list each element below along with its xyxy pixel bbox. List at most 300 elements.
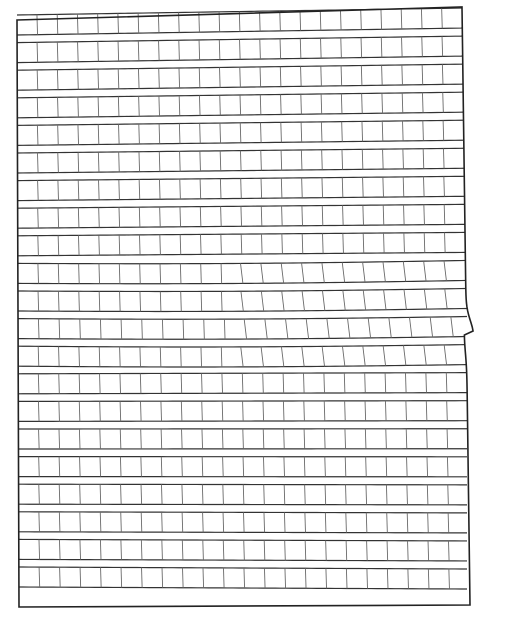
cell-divider — [140, 373, 141, 393]
cell-divider — [443, 148, 444, 168]
cell-divider — [99, 208, 100, 228]
cell-divider — [385, 401, 386, 421]
cell-divider — [325, 485, 326, 505]
cell-divider — [261, 150, 262, 170]
cell-divider — [382, 65, 383, 85]
cell-divider — [240, 123, 241, 143]
cell-divider — [38, 236, 39, 256]
cell-divider — [427, 429, 428, 449]
cell-divider — [59, 346, 60, 366]
cell-divider — [426, 401, 427, 421]
cell-divider — [121, 540, 122, 560]
cell-divider — [181, 347, 182, 367]
cell-divider — [100, 457, 101, 477]
cell-divider — [161, 429, 162, 449]
cell-divider — [362, 121, 363, 141]
cell-divider — [140, 347, 141, 367]
cell-divider — [366, 513, 367, 533]
cell-divider — [261, 206, 262, 226]
cell-divider — [159, 68, 160, 88]
cell-divider — [160, 347, 161, 367]
cell-divider — [422, 65, 423, 85]
cell-divider — [121, 512, 122, 532]
cell-divider — [345, 457, 346, 477]
cell-divider — [180, 264, 181, 284]
cell-divider — [365, 429, 366, 449]
cell-divider — [422, 93, 423, 113]
cell-divider — [222, 401, 223, 421]
cell-divider — [260, 39, 261, 59]
cell-divider — [80, 484, 81, 504]
cell-divider — [325, 513, 326, 533]
cell-divider — [221, 234, 222, 254]
cell-divider — [239, 12, 240, 32]
cell-divider — [321, 38, 322, 58]
row-bottom-line — [19, 504, 467, 505]
cell-divider — [383, 177, 384, 197]
cell-divider — [223, 457, 224, 477]
cell-divider — [57, 42, 58, 62]
cell-divider — [99, 235, 100, 255]
cell-divider — [159, 41, 160, 61]
cell-divider — [37, 42, 38, 62]
cell-divider — [449, 569, 450, 589]
cell-divider — [199, 40, 200, 60]
cell-divider — [141, 457, 142, 477]
cell-divider — [387, 541, 388, 561]
row-top-line — [19, 484, 467, 485]
cell-divider — [100, 319, 101, 339]
cell-divider — [383, 205, 384, 225]
cell-divider — [387, 513, 388, 533]
cell-divider — [220, 151, 221, 171]
cell-divider — [344, 373, 345, 393]
cell-divider — [285, 568, 286, 588]
cell-divider — [341, 94, 342, 114]
cell-divider — [139, 235, 140, 255]
cell-divider — [403, 149, 404, 169]
cell-divider — [199, 96, 200, 116]
cell-divider — [221, 347, 222, 367]
cell-divider — [121, 319, 122, 339]
cell-divider — [223, 568, 224, 588]
cell-divider — [202, 457, 203, 477]
cell-divider — [38, 401, 39, 421]
cell-divider — [200, 151, 201, 171]
cell-divider — [264, 485, 265, 505]
cell-divider — [263, 401, 264, 421]
cell-divider — [384, 233, 385, 253]
cell-divider — [224, 319, 225, 339]
cell-divider — [160, 207, 161, 227]
cell-divider — [363, 205, 364, 225]
cell-divider — [305, 568, 306, 588]
cell-divider — [179, 124, 180, 144]
cell-divider — [341, 38, 342, 58]
cell-divider — [302, 178, 303, 198]
cell-divider — [59, 429, 60, 449]
cell-divider — [405, 373, 406, 393]
cell-divider — [304, 429, 305, 449]
cell-divider — [241, 178, 242, 198]
cell-divider — [241, 206, 242, 226]
cell-divider — [243, 457, 244, 477]
cell-divider — [179, 96, 180, 116]
cell-divider — [367, 541, 368, 561]
cell-divider — [243, 401, 244, 421]
cell-divider — [240, 39, 241, 59]
cell-divider — [120, 291, 121, 311]
cell-divider — [119, 124, 120, 144]
cell-divider — [300, 11, 301, 31]
cell-divider — [80, 567, 81, 587]
cell-divider — [404, 233, 405, 253]
cell-divider — [305, 540, 306, 560]
cell-divider — [304, 373, 305, 393]
cell-divider — [121, 567, 122, 587]
cell-divider — [78, 235, 79, 255]
cell-divider — [321, 66, 322, 86]
cell-divider — [346, 513, 347, 533]
cell-divider — [302, 206, 303, 226]
cell-divider — [180, 179, 181, 199]
cell-divider — [57, 70, 58, 90]
cell-divider — [39, 539, 40, 559]
cell-divider — [386, 457, 387, 477]
cell-divider — [58, 153, 59, 173]
cell-divider — [220, 95, 221, 115]
cell-divider — [161, 373, 162, 393]
cell-divider — [78, 208, 79, 228]
cell-divider — [442, 36, 443, 56]
cell-divider — [401, 9, 402, 29]
cell-divider — [101, 567, 102, 587]
cell-divider — [324, 401, 325, 421]
cell-divider — [38, 346, 39, 366]
cell-divider — [240, 67, 241, 87]
cell-divider — [444, 177, 445, 197]
cell-divider — [281, 122, 282, 142]
cell-divider — [342, 150, 343, 170]
cell-divider — [447, 457, 448, 477]
cell-divider — [281, 178, 282, 198]
cell-divider — [37, 153, 38, 173]
cell-divider — [343, 205, 344, 225]
cell-divider — [99, 291, 100, 311]
cell-divider — [59, 319, 60, 339]
cell-divider — [220, 123, 221, 143]
cell-divider — [204, 319, 205, 339]
cell-divider — [140, 264, 141, 284]
cell-divider — [141, 540, 142, 560]
cell-divider — [342, 122, 343, 142]
cell-divider — [300, 38, 301, 58]
cell-divider — [385, 373, 386, 393]
cell-divider — [381, 9, 382, 29]
cell-divider — [162, 512, 163, 532]
cell-divider — [365, 373, 366, 393]
cell-divider — [141, 512, 142, 532]
cell-divider — [79, 264, 80, 284]
cell-divider — [326, 568, 327, 588]
cell-divider — [427, 457, 428, 477]
cell-divider — [244, 540, 245, 560]
cell-divider — [367, 569, 368, 589]
cell-divider — [363, 233, 364, 253]
cell-divider — [402, 37, 403, 57]
cell-divider — [161, 484, 162, 504]
cell-divider — [120, 457, 121, 477]
cell-divider — [78, 180, 79, 200]
cell-divider — [38, 319, 39, 339]
cell-divider — [58, 125, 59, 145]
cell-divider — [343, 233, 344, 253]
cell-divider — [58, 208, 59, 228]
cell-divider — [203, 568, 204, 588]
cell-divider — [284, 485, 285, 505]
cell-divider — [408, 541, 409, 561]
cell-divider — [362, 93, 363, 113]
cell-divider — [447, 401, 448, 421]
cell-divider — [181, 401, 182, 421]
cell-divider — [159, 151, 160, 171]
cell-divider — [301, 150, 302, 170]
cell-divider — [280, 67, 281, 87]
cell-divider — [322, 178, 323, 198]
cell-divider — [38, 263, 39, 283]
cell-divider — [202, 401, 203, 421]
cell-divider — [161, 457, 162, 477]
cell-divider — [223, 512, 224, 532]
cell-divider — [119, 235, 120, 255]
cell-divider — [243, 429, 244, 449]
cell-divider — [182, 457, 183, 477]
cell-divider — [100, 540, 101, 560]
cell-divider — [423, 149, 424, 169]
cell-divider — [407, 485, 408, 505]
cell-divider — [100, 374, 101, 394]
cell-divider — [182, 512, 183, 532]
cell-divider — [406, 429, 407, 449]
cell-divider — [181, 291, 182, 311]
cell-divider — [382, 93, 383, 113]
cell-divider — [78, 97, 79, 117]
cell-divider — [100, 401, 101, 421]
cell-divider — [201, 291, 202, 311]
cell-divider — [162, 319, 163, 339]
cell-divider — [325, 429, 326, 449]
cell-divider — [448, 485, 449, 505]
cell-divider — [445, 233, 446, 253]
cell-divider — [260, 67, 261, 87]
cell-divider — [100, 484, 101, 504]
cell-divider — [283, 373, 284, 393]
cell-divider — [408, 569, 409, 589]
cell-divider — [37, 70, 38, 90]
cell-divider — [321, 94, 322, 114]
cell-divider — [142, 319, 143, 339]
cell-divider — [59, 512, 60, 532]
cell-divider — [221, 206, 222, 226]
cell-divider — [200, 123, 201, 143]
cell-divider — [387, 569, 388, 589]
cell-divider — [366, 485, 367, 505]
cell-divider — [58, 235, 59, 255]
cell-divider — [79, 347, 80, 367]
cell-divider — [240, 151, 241, 171]
row-bottom-line — [18, 421, 467, 422]
cell-divider — [323, 233, 324, 253]
cell-divider — [407, 513, 408, 533]
cell-divider — [222, 373, 223, 393]
cell-divider — [223, 540, 224, 560]
cell-divider — [422, 37, 423, 57]
cell-divider — [346, 485, 347, 505]
cell-divider — [59, 401, 60, 421]
cell-divider — [421, 9, 422, 29]
cell-divider — [341, 66, 342, 86]
cell-divider — [180, 151, 181, 171]
cell-divider — [406, 401, 407, 421]
cell-divider — [99, 264, 100, 284]
cell-divider — [58, 180, 59, 200]
cell-divider — [366, 457, 367, 477]
cell-divider — [261, 123, 262, 143]
cell-divider — [284, 457, 285, 477]
cell-divider — [120, 401, 121, 421]
cell-divider — [58, 291, 59, 311]
cell-divider — [139, 152, 140, 172]
cell-divider — [100, 429, 101, 449]
cell-divider — [342, 177, 343, 197]
cell-divider — [100, 512, 101, 532]
cell-divider — [301, 94, 302, 114]
cell-divider — [280, 11, 281, 31]
cell-divider — [326, 540, 327, 560]
cell-divider — [220, 67, 221, 87]
cell-divider — [282, 206, 283, 226]
cell-divider — [243, 485, 244, 505]
cell-divider — [202, 429, 203, 449]
cell-divider — [424, 177, 425, 197]
cell-divider — [141, 429, 142, 449]
cell-divider — [141, 401, 142, 421]
cell-divider — [80, 457, 81, 477]
cell-divider — [58, 264, 59, 284]
cell-divider — [200, 207, 201, 227]
cell-divider — [345, 401, 346, 421]
cell-divider — [324, 373, 325, 393]
cell-divider — [264, 512, 265, 532]
cell-divider — [444, 205, 445, 225]
cell-divider — [244, 568, 245, 588]
cell-divider — [322, 150, 323, 170]
cell-divider — [203, 512, 204, 532]
cell-divider — [180, 235, 181, 255]
cell-divider — [448, 541, 449, 561]
cell-divider — [402, 65, 403, 85]
cell-divider — [244, 512, 245, 532]
cell-divider — [325, 457, 326, 477]
cell-divider — [202, 373, 203, 393]
cell-divider — [98, 14, 99, 34]
cell-divider — [280, 39, 281, 59]
cell-divider — [161, 401, 162, 421]
cell-divider — [260, 95, 261, 115]
cell-divider — [382, 121, 383, 141]
cell-divider — [345, 429, 346, 449]
cell-divider — [98, 152, 99, 172]
cell-divider — [442, 64, 443, 84]
cell-divider — [242, 373, 243, 393]
cell-divider — [281, 150, 282, 170]
cell-divider — [98, 41, 99, 61]
cell-divider — [79, 374, 80, 394]
cell-divider — [446, 373, 447, 393]
cell-divider — [261, 178, 262, 198]
cell-divider — [140, 291, 141, 311]
cell-divider — [264, 540, 265, 560]
cell-divider — [79, 429, 80, 449]
cell-divider — [220, 179, 221, 199]
cell-divider — [361, 38, 362, 58]
cell-divider — [78, 69, 79, 89]
cell-divider — [118, 41, 119, 61]
cell-divider — [38, 291, 39, 311]
cell-divider — [285, 540, 286, 560]
cell-divider — [282, 234, 283, 254]
cell-divider — [179, 68, 180, 88]
cell-divider — [361, 66, 362, 86]
cell-divider — [363, 177, 364, 197]
cell-divider — [305, 485, 306, 505]
cell-divider — [162, 540, 163, 560]
cell-divider — [80, 512, 81, 532]
cell-divider — [37, 125, 38, 145]
cell-divider — [181, 373, 182, 393]
cell-divider — [119, 264, 120, 284]
cell-divider — [427, 485, 428, 505]
cell-divider — [77, 14, 78, 34]
cell-divider — [365, 401, 366, 421]
cell-divider — [183, 319, 184, 339]
cell-divider — [120, 429, 121, 449]
cell-divider — [39, 567, 40, 587]
cell-divider — [139, 207, 140, 227]
cell-divider — [321, 122, 322, 142]
cell-divider — [160, 235, 161, 255]
cell-divider — [260, 11, 261, 31]
cell-divider — [428, 513, 429, 533]
cell-divider — [221, 291, 222, 311]
cell-divider — [57, 14, 58, 34]
cell-divider — [38, 180, 39, 200]
cell-divider — [199, 68, 200, 88]
cell-divider — [263, 373, 264, 393]
cell-divider — [447, 429, 448, 449]
cell-divider — [139, 179, 140, 199]
cell-divider — [263, 429, 264, 449]
cell-divider — [141, 484, 142, 504]
cell-divider — [119, 207, 120, 227]
cell-divider — [59, 457, 60, 477]
cell-divider — [79, 291, 80, 311]
cell-divider — [219, 40, 220, 60]
cell-divider — [159, 96, 160, 116]
cell-divider — [301, 66, 302, 86]
cell-divider — [262, 234, 263, 254]
cell-divider — [139, 96, 140, 116]
